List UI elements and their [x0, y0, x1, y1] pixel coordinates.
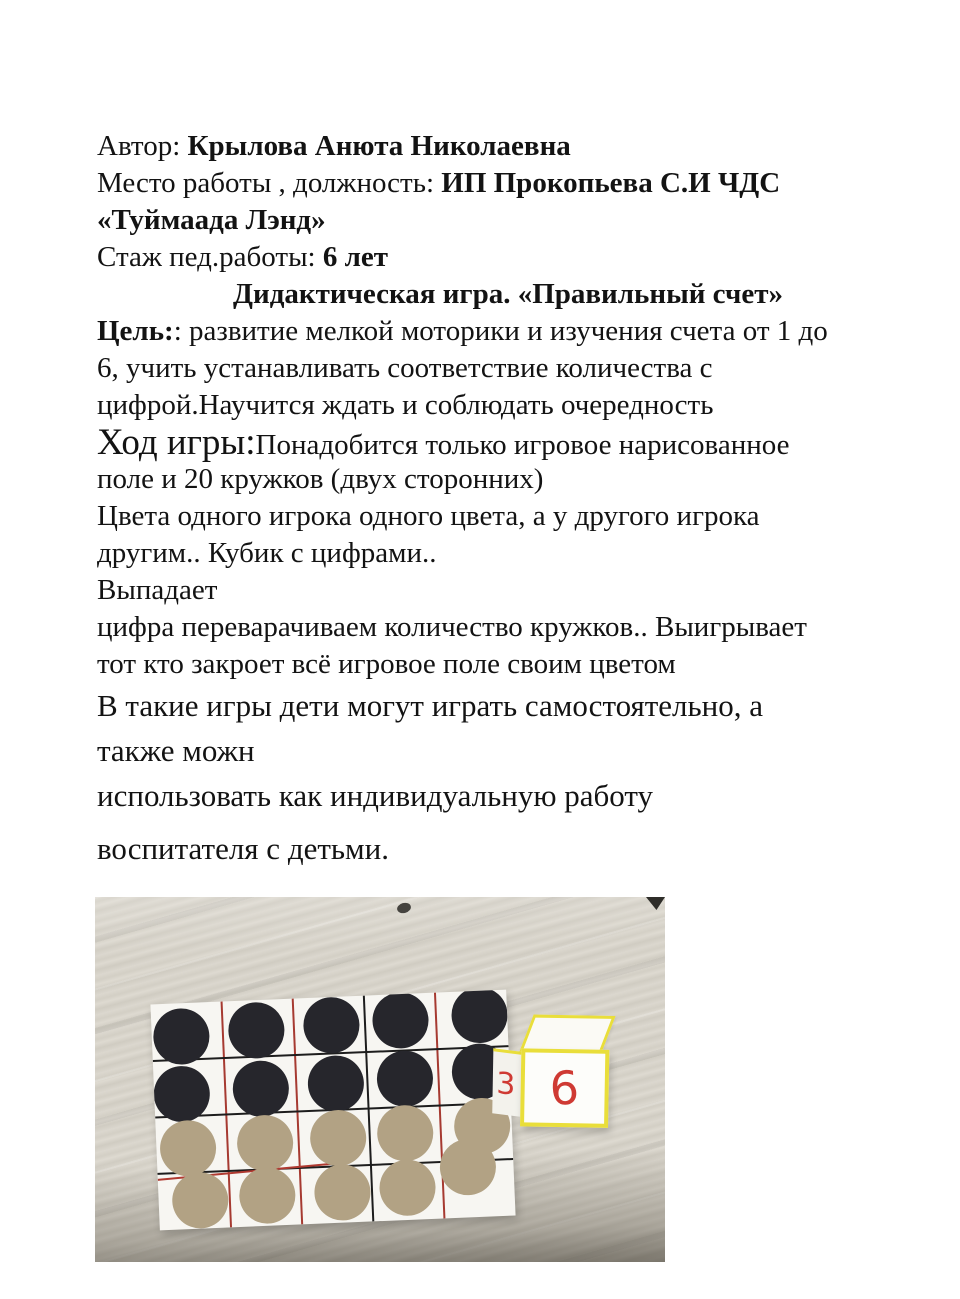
text-run: тот кто закроет всё игровое поле своим цветом	[97, 648, 676, 680]
text-line	[97, 202, 919, 239]
game-circle	[159, 1119, 217, 1177]
game-circle	[378, 1159, 436, 1217]
text-line	[97, 350, 919, 387]
game-circle	[152, 1007, 210, 1065]
game-board	[150, 990, 515, 1231]
text-line	[97, 572, 919, 609]
text-run: другим.. Кубик с цифрами..	[97, 537, 437, 569]
game-circle	[376, 1050, 434, 1108]
text-line	[97, 609, 919, 646]
game-circle	[376, 1104, 434, 1162]
text-run: : развитие мелкой моторики и изучения счета от 1 до	[173, 315, 828, 347]
game-circle	[313, 1163, 371, 1221]
desk-dot-mark	[396, 901, 412, 914]
game-circle	[232, 1060, 290, 1118]
text-run: цифрой.Научится ждать и соблюдать очередность	[97, 389, 714, 421]
game-circle	[238, 1166, 296, 1224]
text-line	[97, 498, 919, 535]
text-line	[97, 313, 919, 350]
text-run: Выпадает	[97, 574, 218, 606]
board-grid	[150, 990, 515, 1231]
game-circle	[227, 1001, 285, 1059]
game-circle	[171, 1171, 229, 1229]
text-run: цифра переварачиваем количество кружков.. Выигрывает	[97, 611, 807, 643]
text-run: Дидактическая игра. «Правильный счет»	[233, 278, 783, 310]
text-run: поле и 20 кружков (двух сторонних)	[97, 463, 544, 495]
text-line	[97, 239, 919, 276]
dice-front-value: 6	[548, 1060, 581, 1116]
text-line	[97, 826, 919, 871]
text-block	[97, 128, 919, 871]
text-line	[97, 128, 919, 165]
text-line	[97, 461, 919, 498]
text-run: использовать как индивидуальную работу	[97, 778, 654, 813]
text-run: Автор:	[97, 130, 188, 162]
text-line	[97, 387, 919, 424]
game-circle	[307, 1054, 365, 1112]
text-line	[97, 424, 919, 461]
text-line	[97, 683, 919, 728]
text-run: Цвета одного игрока одного цвета, а у другого игрока	[97, 500, 760, 532]
dice-side-face	[492, 1048, 523, 1117]
text-run: 6, учить устанавливать соответствие количества с	[97, 352, 713, 384]
text-run: 6 лет	[322, 241, 389, 273]
game-circle	[153, 1065, 211, 1123]
text-run: Место работы , должность:	[97, 167, 442, 199]
dice-side-value: 3	[495, 1065, 516, 1103]
text-line	[97, 773, 919, 818]
dice	[492, 1012, 626, 1130]
text-run: также можн	[97, 733, 255, 768]
game-circle	[371, 991, 429, 1049]
text-run: «Туймаада Лэнд»	[97, 204, 326, 236]
text-line	[97, 276, 919, 313]
game-circle	[302, 996, 360, 1054]
text-run: Понадобится только игровое нарисованное	[255, 429, 790, 461]
text-run: ИП Прокопьева С.И ЧДС	[441, 167, 781, 199]
text-run: воспитателя с детьми.	[97, 831, 389, 866]
text-line	[97, 535, 919, 572]
game-circle	[236, 1114, 294, 1172]
text-run: Крылова Анюта Николаевна	[187, 130, 571, 162]
text-run: Ход игры:	[97, 422, 256, 463]
game-photo	[95, 897, 665, 1262]
text-line	[97, 165, 919, 202]
text-run: Цель:	[97, 315, 174, 347]
text-run: Стаж пед.работы:	[97, 241, 323, 273]
text-run: В такие игры дети могут играть самостоятельно, а	[97, 688, 764, 723]
text-line	[97, 728, 919, 773]
dark-corner-object	[646, 897, 665, 910]
text-line	[97, 646, 919, 683]
dice-front-face	[520, 1048, 609, 1128]
game-circle	[309, 1109, 367, 1167]
